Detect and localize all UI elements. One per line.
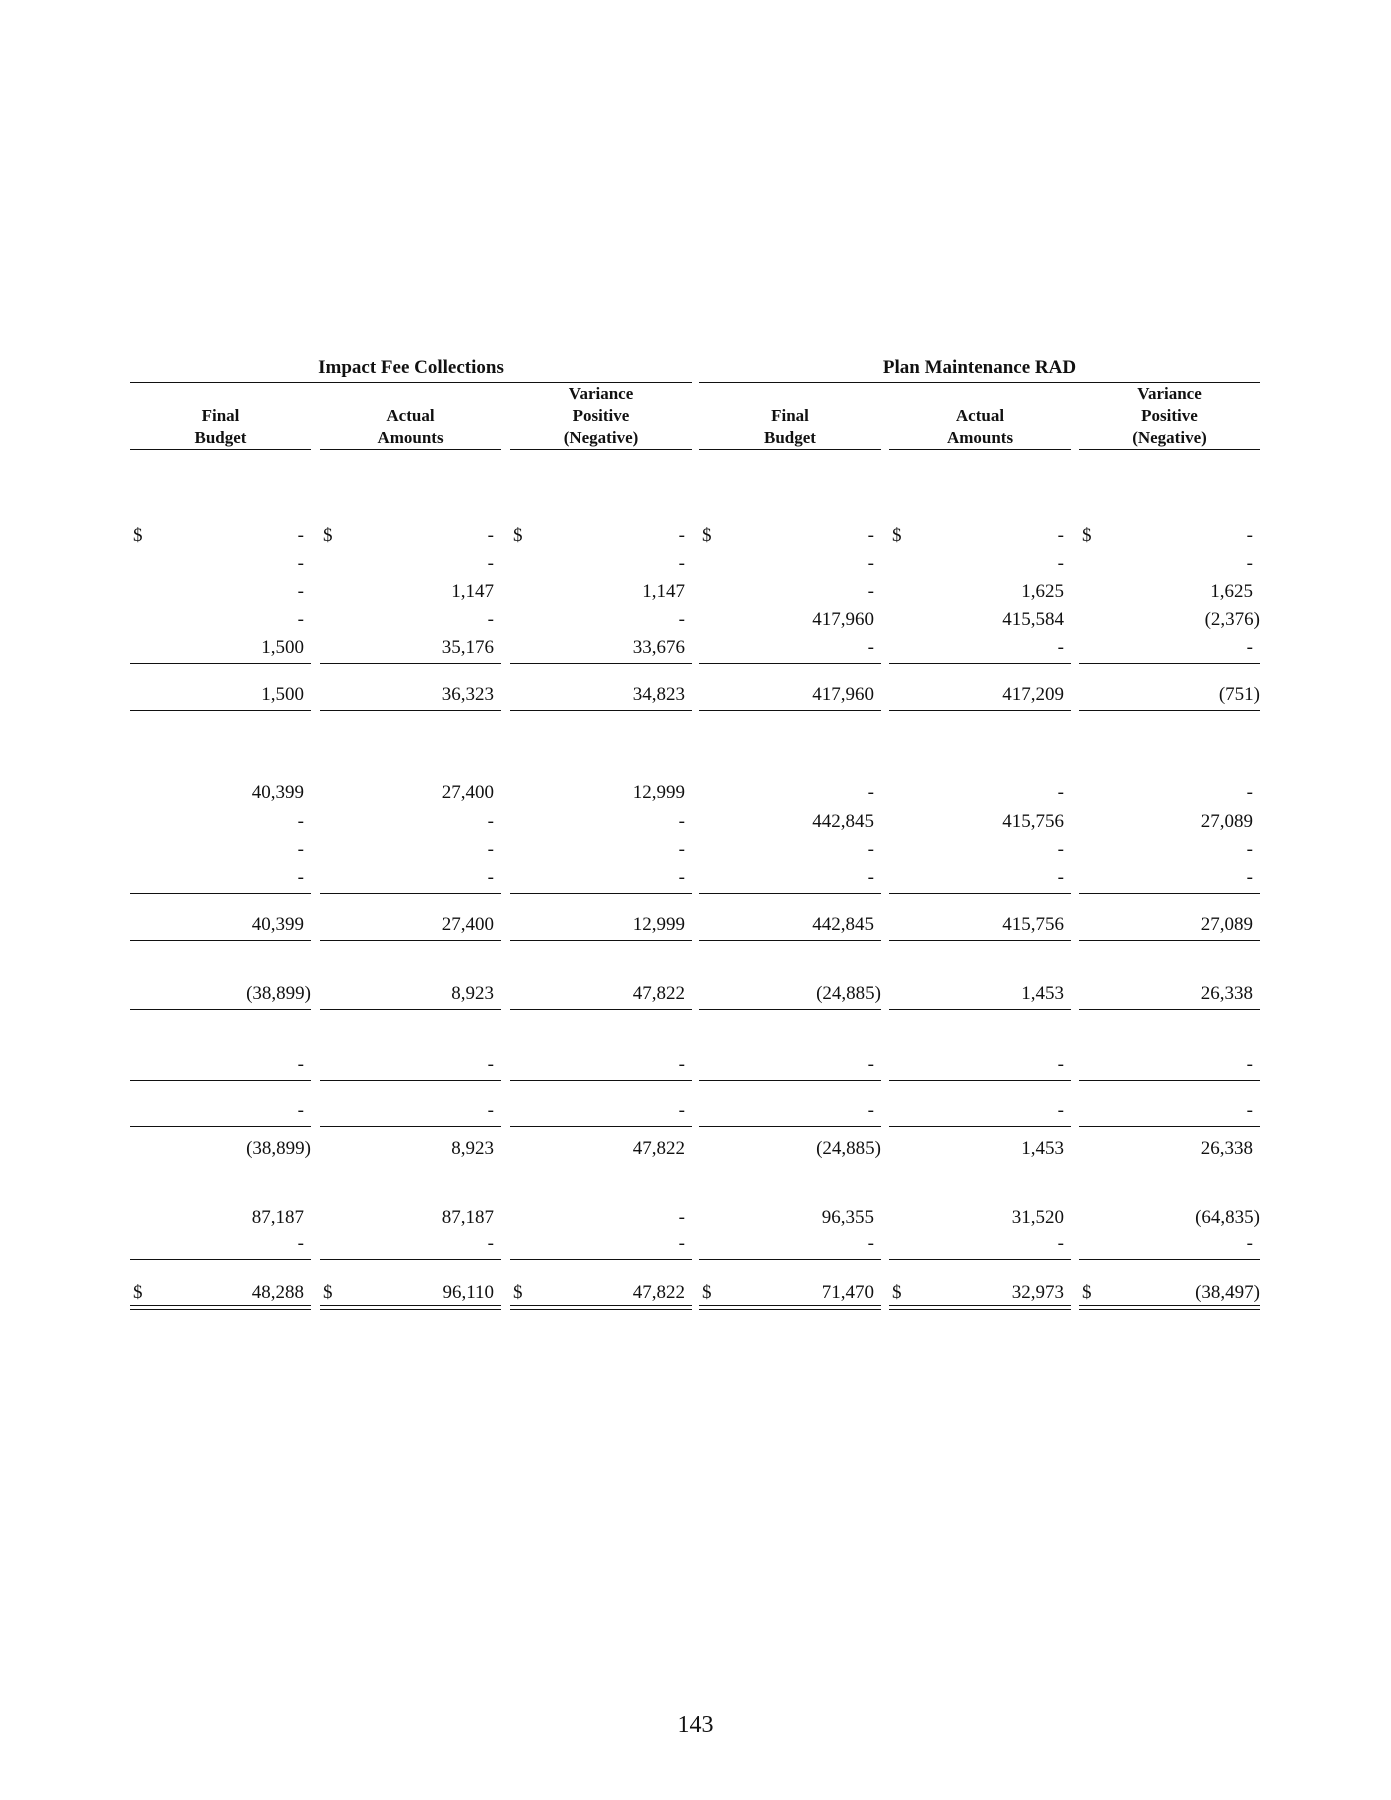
table-cell (1079, 1232, 1260, 1256)
cell-value: (751) (1218, 684, 1260, 705)
cell-value: - (1057, 1100, 1064, 1121)
table-cell (889, 1206, 1071, 1230)
table-cell (699, 636, 881, 660)
cell-value: - (678, 525, 685, 546)
cell-value: 442,845 (812, 914, 874, 935)
cell-value: - (1246, 1100, 1253, 1121)
cell-value: - (487, 553, 494, 574)
cell-value: 27,400 (441, 782, 494, 803)
cell-value: - (487, 839, 494, 860)
cell-value: - (1246, 1054, 1253, 1075)
table-cell (1079, 1281, 1260, 1305)
cell-value: 1,453 (1021, 1138, 1064, 1159)
table-cell (510, 913, 692, 937)
cell-value: 1,625 (1210, 581, 1253, 602)
table-cell (320, 683, 501, 707)
cell-value: 87,187 (251, 1207, 304, 1228)
table-cell (130, 683, 311, 707)
table-cell (1079, 1099, 1260, 1123)
cell-value: 415,584 (1002, 609, 1064, 630)
cell-value: - (1246, 1233, 1253, 1254)
group-title-plan-maintenance: Plan Maintenance RAD (699, 357, 1260, 383)
cell-value: 31,520 (1011, 1207, 1064, 1228)
table-cell (699, 810, 881, 834)
cell-value: - (1057, 1233, 1064, 1254)
table-cell (510, 1099, 692, 1123)
table-cell (889, 810, 1071, 834)
table-cell (510, 866, 692, 890)
cell-value: - (867, 1100, 874, 1121)
dollar-sign: $ (133, 525, 143, 546)
cell-value: - (297, 525, 304, 546)
table-cell (889, 524, 1071, 548)
cell-value: - (678, 1100, 685, 1121)
group-title-impact-fee: Impact Fee Collections (130, 357, 692, 383)
cell-value: - (867, 525, 874, 546)
table-cell (1079, 580, 1260, 604)
cell-value: (24,885) (816, 1138, 881, 1159)
cell-value: 47,822 (632, 1282, 685, 1303)
cell-value: - (297, 839, 304, 860)
table-cell (889, 608, 1071, 632)
col-header-line: Variance (1137, 384, 1202, 403)
table-cell (130, 866, 311, 890)
table-cell (699, 683, 881, 707)
cell-value: 12,999 (632, 782, 685, 803)
table-cell (1079, 608, 1260, 632)
table-row (0, 636, 1391, 660)
table-row (0, 913, 1391, 937)
table-cell (510, 1232, 692, 1256)
table-cell (699, 1206, 881, 1230)
table-cell (1079, 552, 1260, 576)
cell-value: 87,187 (441, 1207, 494, 1228)
col-header-final-budget (699, 405, 881, 450)
cell-value: - (1057, 1054, 1064, 1075)
col-header-variance (510, 383, 692, 450)
cell-value: - (1057, 839, 1064, 860)
table-cell (510, 524, 692, 548)
cell-value: - (678, 1054, 685, 1075)
table-cell (889, 781, 1071, 805)
cell-value: (24,885) (816, 983, 881, 1004)
cell-value: 8,923 (451, 983, 494, 1004)
cell-value: 1,500 (261, 684, 304, 705)
col-header-line: Final (201, 406, 240, 425)
table-cell (510, 838, 692, 862)
table-cell (699, 580, 881, 604)
table-cell (1079, 1053, 1260, 1077)
table-cell (320, 552, 501, 576)
table-row (0, 1053, 1391, 1077)
table-cell (130, 608, 311, 632)
cell-value: - (297, 581, 304, 602)
cell-value: - (867, 637, 874, 658)
table-row (0, 838, 1391, 862)
table-cell (889, 580, 1071, 604)
table-row (0, 524, 1391, 548)
cell-value: (38,899) (246, 983, 311, 1004)
table-cell (320, 608, 501, 632)
dollar-sign: $ (133, 1282, 143, 1303)
table-cell (510, 608, 692, 632)
cell-value: 415,756 (1002, 811, 1064, 832)
table-cell (699, 1099, 881, 1123)
table-cell (889, 636, 1071, 660)
cell-value: (38,497) (1195, 1282, 1260, 1303)
dollar-sign: $ (513, 1282, 523, 1303)
col-header-line: Budget (194, 428, 247, 447)
dollar-sign: $ (892, 1282, 902, 1303)
cell-value: 36,323 (441, 684, 494, 705)
cell-value: 35,176 (441, 637, 494, 658)
table-cell (1079, 913, 1260, 937)
cell-value: 33,676 (632, 637, 685, 658)
table-cell (130, 781, 311, 805)
table-cell (130, 580, 311, 604)
table-cell (320, 810, 501, 834)
table-cell (699, 1053, 881, 1077)
col-header-line: (Negative) (563, 428, 639, 447)
dollar-sign: $ (1082, 1282, 1092, 1303)
table-cell (1079, 982, 1260, 1006)
cell-value: 47,822 (632, 983, 685, 1004)
table-cell (1079, 838, 1260, 862)
page-number: 143 (677, 1712, 714, 1738)
cell-value: 1,625 (1021, 581, 1064, 602)
table-cell (130, 552, 311, 576)
cell-value: 96,110 (442, 1282, 494, 1303)
table-cell (889, 1232, 1071, 1256)
table-cell (130, 1099, 311, 1123)
cell-value: - (297, 1100, 304, 1121)
cell-value: 34,823 (632, 684, 685, 705)
cell-value: - (1057, 525, 1064, 546)
cell-value: - (678, 867, 685, 888)
cell-value: - (487, 525, 494, 546)
table-cell (320, 636, 501, 660)
table-cell (699, 1281, 881, 1305)
cell-value: - (678, 839, 685, 860)
cell-value: 12,999 (632, 914, 685, 935)
table-cell (320, 524, 501, 548)
table-cell (699, 552, 881, 576)
table-cell (699, 838, 881, 862)
table-cell (889, 1099, 1071, 1123)
col-header-line: Actual (386, 406, 435, 425)
table-cell (510, 810, 692, 834)
cell-value: - (867, 839, 874, 860)
cell-value: - (487, 1233, 494, 1254)
table-cell (699, 1232, 881, 1256)
table-cell (1079, 1206, 1260, 1230)
dollar-sign: $ (702, 1282, 712, 1303)
col-header-line: Variance (568, 384, 634, 403)
cell-value: - (867, 581, 874, 602)
col-header-actual-amounts (320, 405, 501, 450)
table-cell (320, 1099, 501, 1123)
table-cell (889, 913, 1071, 937)
cell-value: - (1057, 867, 1064, 888)
cell-value: - (487, 1054, 494, 1075)
cell-value: 96,355 (821, 1207, 874, 1228)
table-cell (510, 982, 692, 1006)
table-cell (320, 866, 501, 890)
table-cell (699, 781, 881, 805)
table-cell (320, 1281, 501, 1305)
cell-value: - (297, 1054, 304, 1075)
cell-value: 47,822 (632, 1138, 685, 1159)
cell-value: 32,973 (1011, 1282, 1064, 1303)
cell-value: 8,923 (451, 1138, 494, 1159)
cell-value: - (1246, 637, 1253, 658)
col-header-line: Budget (764, 428, 816, 447)
col-header-variance (1079, 383, 1260, 450)
dollar-sign: $ (1082, 525, 1092, 546)
table-cell (130, 1281, 311, 1305)
cell-value: - (1246, 782, 1253, 803)
table-cell (510, 580, 692, 604)
cell-value: - (1057, 553, 1064, 574)
cell-value: (64,835) (1195, 1207, 1260, 1228)
dollar-sign: $ (323, 1282, 333, 1303)
cell-value: 417,209 (1002, 684, 1064, 705)
table-row (0, 1099, 1391, 1123)
table-cell (130, 913, 311, 937)
table-cell (320, 1232, 501, 1256)
cell-value: - (297, 553, 304, 574)
cell-value: - (1246, 839, 1253, 860)
table-cell (510, 781, 692, 805)
cell-value: 415,756 (1002, 914, 1064, 935)
col-header-line: Actual (955, 406, 1005, 425)
table-cell (510, 552, 692, 576)
table-cell (320, 1137, 501, 1161)
table-cell (1079, 866, 1260, 890)
table-cell (130, 810, 311, 834)
table-cell (130, 1206, 311, 1230)
cell-value: - (867, 553, 874, 574)
cell-value: 26,338 (1200, 1138, 1253, 1159)
cell-value: 1,453 (1021, 983, 1064, 1004)
cell-value: - (678, 1207, 685, 1228)
cell-value: 40,399 (251, 914, 304, 935)
table-cell (320, 1053, 501, 1077)
cell-value: 71,470 (821, 1282, 874, 1303)
table-row (0, 1206, 1391, 1230)
table-cell (1079, 810, 1260, 834)
table-cell (1079, 524, 1260, 548)
cell-value: - (297, 609, 304, 630)
table-cell (699, 866, 881, 890)
cell-value: - (867, 867, 874, 888)
table-row (0, 683, 1391, 707)
table-cell (889, 838, 1071, 862)
table-cell (889, 982, 1071, 1006)
cell-value: 27,089 (1200, 914, 1253, 935)
table-cell (1079, 781, 1260, 805)
table-row (0, 810, 1391, 834)
cell-value: - (678, 811, 685, 832)
table-cell (1079, 636, 1260, 660)
table-cell (889, 1137, 1071, 1161)
cell-value: 27,089 (1200, 811, 1253, 832)
dollar-sign: $ (513, 525, 523, 546)
table-cell (510, 1206, 692, 1230)
table-cell (699, 982, 881, 1006)
table-cell (889, 1053, 1071, 1077)
cell-value: - (487, 811, 494, 832)
table-row (0, 1232, 1391, 1256)
table-cell (1079, 683, 1260, 707)
dollar-sign: $ (702, 525, 712, 546)
cell-value: - (867, 782, 874, 803)
table-cell (510, 1053, 692, 1077)
cell-value: - (1246, 525, 1253, 546)
table-row (0, 1137, 1391, 1161)
table-cell (130, 982, 311, 1006)
table-row (0, 1281, 1391, 1305)
cell-value: 40,399 (251, 782, 304, 803)
cell-value: - (297, 811, 304, 832)
cell-value: 1,500 (261, 637, 304, 658)
dollar-sign: $ (323, 525, 333, 546)
col-header-line: Amounts (946, 428, 1014, 447)
table-cell (699, 1137, 881, 1161)
table-cell (510, 636, 692, 660)
cell-value: (38,899) (246, 1138, 311, 1159)
table-row (0, 552, 1391, 576)
dollar-sign: $ (892, 525, 902, 546)
table-row (0, 580, 1391, 604)
cell-value: 48,288 (251, 1282, 304, 1303)
col-header-actual-amounts (889, 405, 1071, 450)
cell-value: 27,400 (441, 914, 494, 935)
cell-value: - (487, 1100, 494, 1121)
table-cell (510, 1281, 692, 1305)
cell-value: - (487, 867, 494, 888)
col-header-line: Amounts (377, 428, 444, 447)
cell-value: - (487, 609, 494, 630)
cell-value: - (1246, 553, 1253, 574)
table-cell (510, 1137, 692, 1161)
cell-value: - (678, 553, 685, 574)
table-cell (699, 913, 881, 937)
table-cell (320, 838, 501, 862)
cell-value: - (678, 1233, 685, 1254)
table-row (0, 608, 1391, 632)
table-cell (889, 552, 1071, 576)
cell-value: 1,147 (451, 581, 494, 602)
table-row (0, 982, 1391, 1006)
table-cell (889, 683, 1071, 707)
cell-value: - (297, 867, 304, 888)
table-cell (130, 838, 311, 862)
table-row (0, 866, 1391, 890)
table-cell (130, 524, 311, 548)
cell-value: 442,845 (812, 811, 874, 832)
table-cell (320, 1206, 501, 1230)
cell-value: 1,147 (642, 581, 685, 602)
cell-value: 26,338 (1200, 983, 1253, 1004)
table-cell (320, 781, 501, 805)
col-header-line: Positive (1141, 406, 1198, 425)
col-header-final-budget (130, 405, 311, 450)
cell-value: - (867, 1233, 874, 1254)
cell-value: (2,376) (1204, 609, 1260, 630)
col-header-line: Final (771, 406, 809, 425)
table-cell (699, 524, 881, 548)
table-cell (130, 636, 311, 660)
cell-value: - (867, 1054, 874, 1075)
cell-value: 417,960 (812, 609, 874, 630)
table-cell (1079, 1137, 1260, 1161)
cell-value: - (1246, 867, 1253, 888)
table-cell (320, 913, 501, 937)
cell-value: - (297, 1233, 304, 1254)
col-header-line: Positive (572, 406, 630, 425)
table-cell (510, 683, 692, 707)
table-cell (130, 1137, 311, 1161)
cell-value: - (1057, 782, 1064, 803)
cell-value: - (678, 609, 685, 630)
table-cell (889, 1281, 1071, 1305)
table-cell (130, 1232, 311, 1256)
col-header-line: (Negative) (1132, 428, 1207, 447)
table-cell (320, 580, 501, 604)
table-cell (320, 982, 501, 1006)
table-cell (130, 1053, 311, 1077)
cell-value: - (1057, 637, 1064, 658)
table-row (0, 781, 1391, 805)
table-cell (699, 608, 881, 632)
cell-value: 417,960 (812, 684, 874, 705)
table-cell (889, 866, 1071, 890)
